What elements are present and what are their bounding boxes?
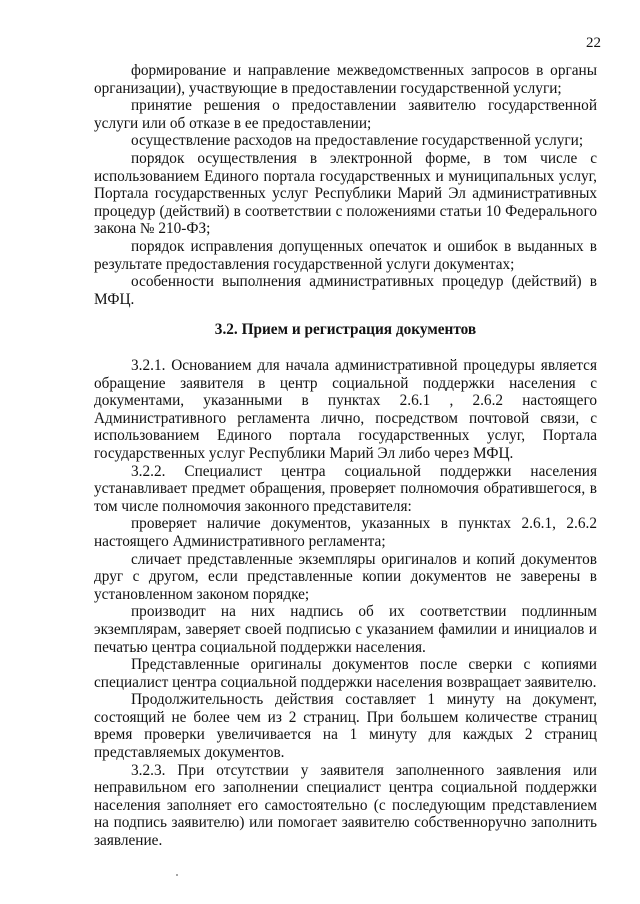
paragraph: Продолжительность действия составляет 1 минуту на документ, состоящий не более чем из 2 страниц. При большем количестве страниц время проверки увеличивается на 1 минуту для каждых 2 страниц представляемых документов.: [94, 691, 597, 762]
paragraph: 3.2.1. Основанием для начала административной процедуры является обращение заявителя в центр социальной поддержки населения с документами, указанными в пунктах 2.6.1 , 2.6.2 настоящего Административного регламента лично, посредством почтовой связи, с использованием Единого портала государственных услуг, Портала государственных услуг Республики Марий Эл либо через МФЦ.: [94, 357, 597, 462]
list-item: особенности выполнения административных процедур (действий) в МФЦ.: [94, 273, 597, 308]
paragraph: проверяет наличие документов, указанных в пунктах 2.6.1, 2.6.2 настоящего Административного регламента;: [94, 515, 597, 550]
scan-speck: [176, 874, 178, 876]
paragraph: сличает представленные экземпляры оригиналов и копий документов друг с другом, если представленные копии документов не заверены в установленном законом порядке;: [94, 550, 597, 603]
paragraph: 3.2.2. Специалист центра социальной поддержки населения устанавливает предмет обращения, проверяет полномочия обратившегося, в том числе полномочия законного представителя:: [94, 462, 597, 515]
section-body: [94, 357, 597, 850]
page-number: 22: [586, 35, 601, 51]
list-item: осуществление расходов на предоставление государственной услуги;: [131, 132, 584, 150]
paragraph: производит на них надпись об их соответствии подлинным экземплярам, заверяет своей подписью с указанием фамилии и инициалов и печатью центра социальной поддержки населения.: [94, 603, 597, 656]
section-heading: 3.2. Прием и регистрация документов: [214, 321, 477, 338]
list-item: формирование и направление межведомственных запросов в органы организации), участвующие в предоставлении государственной услуги;: [94, 62, 597, 97]
intro-list: [94, 62, 597, 308]
list-item: порядок осуществления в электронной форме, в том числе с использованием Единого портала государственных и муниципальных услуг, Портала государственных услуг Республики Марий Эл административных процедур (действий) в соответствии с положениями статьи 10 Федерального закона № 210-ФЗ;: [94, 149, 597, 238]
list-item: принятие решения о предоставлении заявителю государственной услуги или об отказе в ее предоставлении;: [94, 97, 597, 132]
list-item: порядок исправления допущенных опечаток и ошибок в выданных в результате предоставления государственной услуги документах;: [94, 237, 597, 273]
paragraph: Представленные оригиналы документов после сверки с копиями специалист центра социальной поддержки населения возвращает заявителю.: [94, 656, 597, 691]
paragraph: 3.2.3. При отсутствии у заявителя заполненного заявления или неправильном его заполнении специалист центра социальной поддержки населения заполняет его самостоятельно (с последующим представлением на подпись заявителю) или помогает заявителю собственноручно заполнить заявление.: [94, 761, 597, 850]
